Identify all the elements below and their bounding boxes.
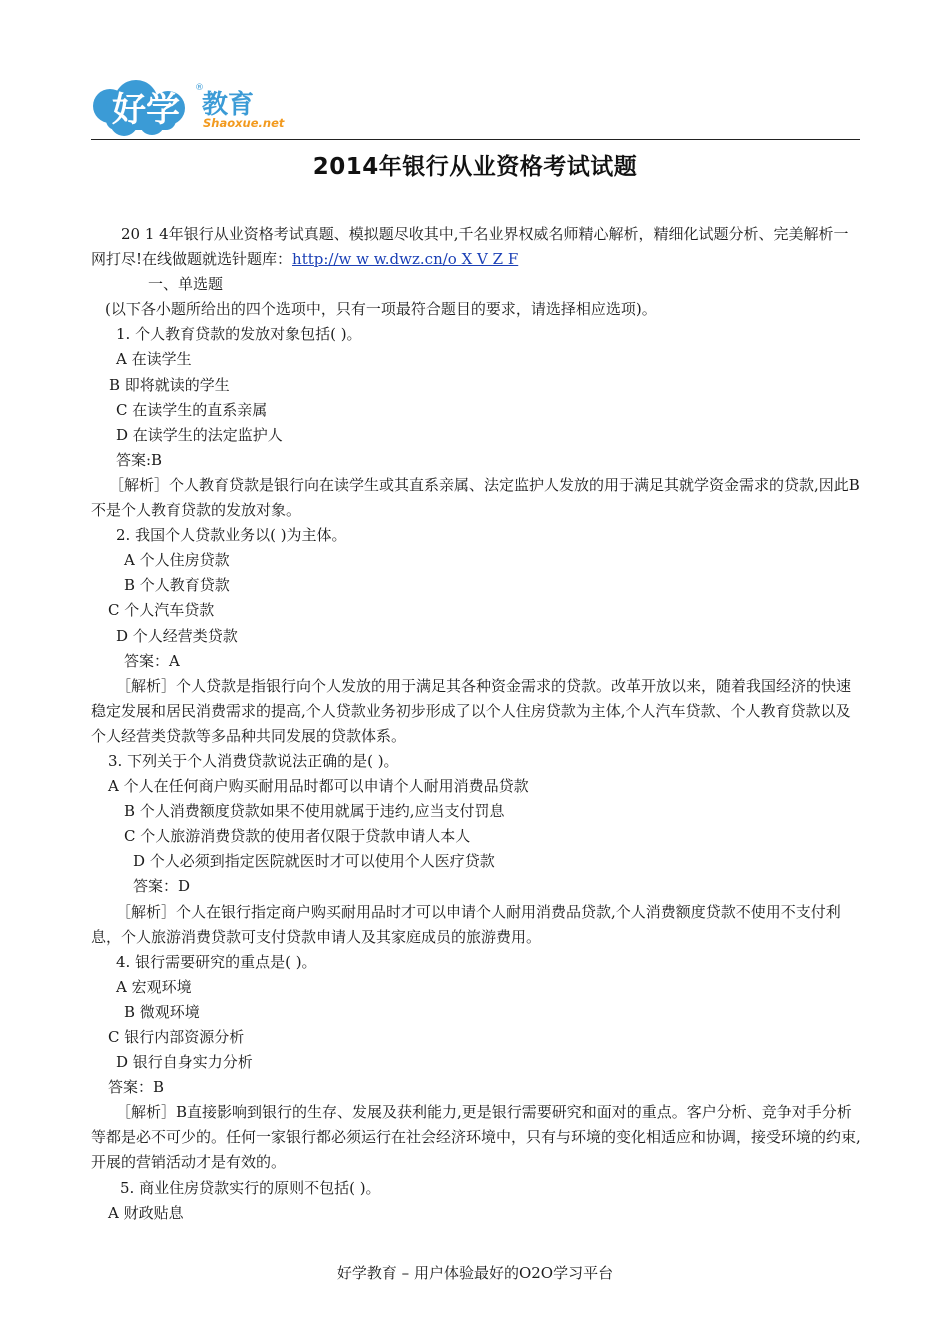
q3-option-a: A 个人在任何商户购买耐用品时都可以申请个人耐用消费品贷款: [108, 777, 529, 796]
q3-option-b: B 个人消费额度贷款如果不使用就属于违约,应当支付罚息: [124, 802, 505, 821]
logo-brand-sub: 教育: [202, 90, 255, 120]
question-2: 2. 我国个人贷款业务以( )为主体。: [116, 526, 347, 545]
q2-option-d: D 个人经营类贷款: [116, 626, 238, 645]
logo-site: Shaoxue.net: [203, 116, 285, 130]
q3-option-c: C 个人旅游消费贷款的使用者仅限于贷款申请人本人: [124, 827, 471, 846]
q3-answer: 答案：D: [133, 877, 191, 896]
section-heading: 一、单选题: [148, 275, 224, 294]
question-5: 5. 商业住房贷款实行的原则不包括( )。: [120, 1178, 381, 1197]
page-footer: 好学教育 – 用户体验最好的O2O学习平台: [336, 1264, 614, 1282]
logo-brand-cn: 好学: [112, 90, 180, 130]
q2-option-a: A 个人住房贷款: [124, 551, 230, 570]
q5-option-a: A 财政贴息: [108, 1203, 184, 1222]
q3-explanation: ［解析］个人在银行指定商户购买耐用品时才可以申请个人耐用消费品贷款,个人消费额度贷款不使用不支付利息，个人旅游消费贷款可支付贷款申请人及其家庭成员的旅游费用。: [91, 902, 841, 946]
document-body: [91, 222, 861, 1226]
q4-answer: 答案：B: [108, 1078, 165, 1097]
logo-registered: ®: [195, 83, 204, 93]
q1-option-c: C 在读学生的直系亲属: [116, 400, 268, 419]
q1-option-b: B 即将就读的学生: [109, 375, 230, 394]
q1-option-a: A 在读学生: [116, 350, 192, 369]
question-3: 3. 下列关于个人消费贷款说法正确的是( )。: [108, 751, 399, 770]
q4-explanation: ［解析］B直接影响到银行的生存、发展及获利能力,更是银行需要研究和面对的重点。客户分析、竞争对手分析等都是必不可少的。任何一家银行都必须运行在社会经济环境中，只有与环境的变化相适应和协调，接受环境的约束,开展的营销活动才是有效的。: [91, 1103, 861, 1172]
q2-option-b: B 个人教育贷款: [124, 576, 230, 595]
q2-explanation: ［解析］个人贷款是指银行向个人发放的用于满足其各种资金需求的贷款。改革开放以来，随着我国经济的快速稳定发展和居民消费需求的提高,个人贷款业务初步形成了以个人住房贷款为主体,个人汽车贷款、个人教育贷款以及个人经营类贷款等多品种共同发展的贷款体系。: [91, 676, 852, 745]
q1-explanation: ［解析］个人教育贷款是银行向在读学生或其直系亲属、法定监护人发放的用于满足其就学资金需求的贷款,因此B不是个人教育贷款的发放对象。: [91, 475, 860, 520]
page-title: 2014年银行从业资格考试试题: [312, 154, 638, 180]
question-4: 4. 银行需要研究的重点是( )。: [116, 952, 317, 971]
q4-option-d: D 银行自身实力分析: [116, 1053, 253, 1072]
q4-option-a: A 宏观环境: [116, 977, 192, 996]
header-rule: [91, 139, 860, 140]
intro-paragraph: [91, 222, 861, 272]
shaoxue-logo[interactable]: [92, 66, 292, 140]
q4-option-b: B 微观环境: [124, 1002, 200, 1021]
question-1: 1. 个人教育贷款的发放对象包括( )。: [116, 325, 362, 344]
q2-option-c: C 个人汽车贷款: [108, 601, 215, 620]
logo-graphic: [92, 66, 292, 140]
q1-option-d: D 在读学生的法定监护人: [116, 425, 283, 444]
q1-answer: 答案:B: [116, 450, 163, 469]
intro-text: 20 1 4年银行从业资格考试真题、模拟题尽收其中,千名业界权威名师精心解析，精细化试题分析、完美解析一网打尽!在线做题就选针题库：: [91, 225, 849, 269]
q2-answer: 答案：A: [124, 651, 180, 670]
q4-option-c: C 银行内部资源分析: [108, 1028, 245, 1046]
section-instruction: (以下各小题所给出的四个选项中，只有一项最符合题目的要求，请选择相应选项)。: [105, 300, 657, 319]
tiku-link[interactable]: http://w w w.dwz.cn/o X V Z F: [292, 250, 519, 269]
q3-option-d: D 个人必须到指定医院就医时才可以使用个人医疗贷款: [133, 852, 495, 871]
